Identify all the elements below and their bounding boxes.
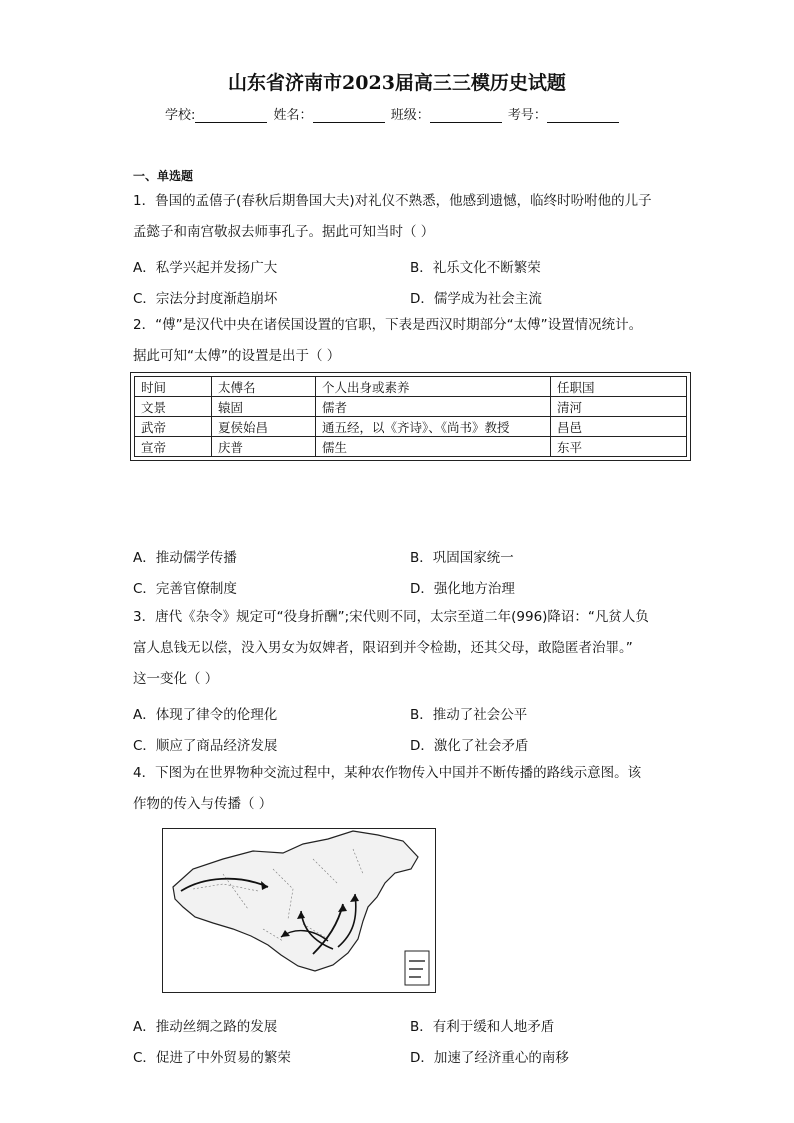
number-label: 考号： — [507, 108, 547, 123]
q1-stem-line1: 1．鲁国的孟僖子(春秋后期鲁国大夫)对礼仪不熟悉，他感到遗憾，临终时吩咐他的儿子 — [133, 193, 652, 209]
q3-stem-line2: 富人息钱无以偿，没入男女为奴婢者，限诏到并令检勘，还其父母，敢隐匿者治罪。” — [133, 640, 633, 656]
table-cell: 武帝 — [135, 417, 212, 437]
exam-title: 山东省济南市2023届高三三模历史试题 — [228, 72, 566, 94]
q4-stem-line1: 4．下图为在世界物种交流过程中，某种农作物传入中国并不断传播的路线示意图。该 — [133, 765, 642, 781]
number-blank[interactable] — [547, 108, 619, 123]
name-blank[interactable] — [313, 108, 385, 123]
q3-stem-line1: 3．唐代《杂令》规定可“役身折酬”;宋代则不同，太宗至道二年(996)降诏：“凡贫人负 — [133, 609, 649, 625]
q3-option-d[interactable]: D．激化了社会矛盾 — [410, 738, 529, 754]
q3-option-b[interactable]: B．推动了社会公平 — [410, 707, 528, 723]
table-row — [135, 397, 687, 417]
class-blank[interactable] — [430, 108, 502, 123]
table-row — [135, 437, 687, 457]
table-header: 任职国 — [551, 377, 687, 397]
table-header: 时间 — [135, 377, 212, 397]
table-cell: 东平 — [551, 437, 687, 457]
q3-stem-line3: 这一变化（ ） — [133, 671, 219, 687]
table-cell: 清河 — [551, 397, 687, 417]
table-row — [135, 417, 687, 437]
table-cell: 通五经，以《齐诗》、《尚书》教授 — [316, 417, 551, 437]
table-cell: 宣帝 — [135, 437, 212, 457]
q4-option-b[interactable]: B．有利于缓和人地矛盾 — [410, 1019, 555, 1035]
q1-option-a[interactable]: A．私学兴起并发扬广大 — [133, 260, 278, 276]
q4-option-c[interactable]: C．促进了中外贸易的繁荣 — [133, 1050, 291, 1066]
crop-spread-map — [162, 828, 436, 993]
table-cell: 儒生 — [316, 437, 551, 457]
table-header: 太傅名 — [212, 377, 316, 397]
school-label: 学校: — [165, 108, 196, 123]
section-heading: 一、单选题 — [133, 169, 194, 183]
q3-option-a[interactable]: A．体现了律令的伦理化 — [133, 707, 278, 723]
table-cell: 昌邑 — [551, 417, 687, 437]
name-label: 姓名： — [273, 108, 313, 123]
q2-stem-line2: 据此可知“太傅”的设置是出于（ ） — [133, 348, 341, 364]
q2-option-d[interactable]: D．强化地方治理 — [410, 581, 515, 597]
table-header-row — [135, 377, 687, 397]
table-cell: 文景 — [135, 397, 212, 417]
table-cell: 儒者 — [316, 397, 551, 417]
q2-option-c[interactable]: C．完善官僚制度 — [133, 581, 237, 597]
q1-option-b[interactable]: B．礼乐文化不断繁荣 — [410, 260, 541, 276]
q3-option-c[interactable]: C．顺应了商品经济发展 — [133, 738, 278, 754]
q4-stem-line2: 作物的传入与传播（ ） — [133, 796, 273, 812]
q1-option-d[interactable]: D．儒学成为社会主流 — [410, 291, 542, 307]
table-header: 个人出身或素养 — [316, 377, 551, 397]
q4-option-d[interactable]: D．加速了经济重心的南移 — [410, 1050, 569, 1066]
china-map-illustration — [163, 829, 435, 992]
q2-option-a[interactable]: A．推动儒学传播 — [133, 550, 237, 566]
taifu-table — [134, 376, 687, 457]
q1-stem-line2: 孟懿子和南宫敬叔去师事孔子。据此可知当时（ ） — [133, 224, 435, 240]
q2-stem-line1: 2．“傅”是汉代中央在诸侯国设置的官职，下表是西汉时期部分“太傅”设置情况统计。 — [133, 317, 643, 333]
q4-option-a[interactable]: A．推动丝绸之路的发展 — [133, 1019, 278, 1035]
table-cell: 夏侯始昌 — [212, 417, 316, 437]
table-cell: 庆普 — [212, 437, 316, 457]
q1-option-c[interactable]: C．宗法分封度渐趋崩坏 — [133, 291, 278, 307]
school-blank[interactable] — [195, 108, 267, 123]
student-info-line — [165, 104, 621, 123]
q2-option-b[interactable]: B．巩固国家统一 — [410, 550, 514, 566]
class-label: 班级： — [390, 108, 430, 123]
table-cell: 辕固 — [212, 397, 316, 417]
